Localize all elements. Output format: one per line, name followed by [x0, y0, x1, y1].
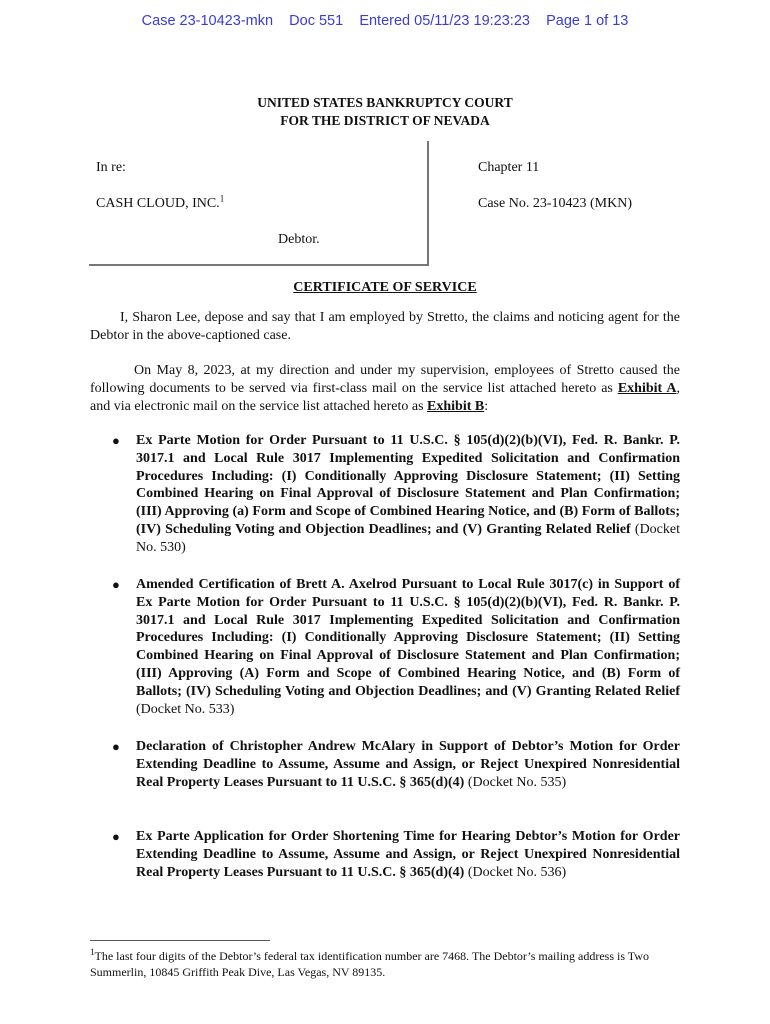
header-page: Page 1 of 13 [546, 13, 629, 29]
docket-number: (Docket No. 533) [136, 701, 235, 717]
caption-debtor-label: Debtor. [278, 232, 320, 247]
footnote-ref: 1 [219, 193, 225, 204]
service-text-2: , and via electronic mail on the service list attached hereto as [90, 381, 680, 414]
paragraph-employment: I, Sharon Lee, depose and say that I am employed by Stretto, the claims and noticing agent for the Debtor in the above-captioned case. [90, 310, 680, 343]
document-title: CERTIFICATE OF SERVICE [293, 280, 477, 295]
paragraph-service [90, 362, 680, 416]
footnote-separator [90, 940, 270, 941]
debtor-name-text: CASH CLOUD, INC. [96, 196, 220, 211]
docket-number: (Docket No. 536) [464, 864, 567, 880]
header-doc: Doc 551 [289, 13, 344, 29]
court-district: FOR THE DISTRICT OF NEVADA [280, 113, 490, 128]
caption-horizontal-rule [89, 264, 429, 266]
header-entered: Entered 05/11/23 19:23:23 [359, 13, 530, 29]
document-description [136, 576, 680, 718]
bullet-icon: ● [112, 739, 120, 754]
exhibit-a-ref: Exhibit A [617, 381, 677, 396]
exhibit-b-ref: Exhibit B [427, 399, 485, 414]
bullet-icon: ● [112, 829, 120, 844]
footnote-marker: 1 [90, 947, 95, 957]
caption-case-number: Case No. 23-10423 (MKN) [478, 196, 632, 211]
caption-debtor-name [96, 193, 225, 212]
document-title-bold: Ex Parte Application for Order Shortening Time for Hearing Debtor’s Motion for Order Extending Deadline to Assume, Assume and Assign, or Reject Unexpired Nonresidential Real Property Leases Pursuant to 11 U.S.C. § 365(d)(4) [136, 829, 680, 880]
bullet-icon: ● [112, 577, 120, 592]
service-text-1: On May 8, 2023, at my direction and under my supervision, employees of Stretto caused the following documents to be served via first-class mail on the service list attached hereto as [90, 363, 680, 396]
header-case: Case 23-10423-mkn [141, 13, 274, 29]
caption-in-re: In re: [96, 160, 126, 175]
bullet-icon: ● [112, 433, 120, 448]
document-title-bold: Amended Certification of Brett A. Axelrod Pursuant to Local Rule 3017(c) in Support of Ex Parte Motion for Order Pursuant to 11 U.S.C. § 105(d)(2)(b)(VI), Fed. R. Bankr. P. 3017.1 and Local Rule 3017 Implementing Expedited Solicitation and Confirmation Procedures Including: (I) Conditionally Approving Disclosure Statement; (II) Setting Combined Hearing on Final Approval of Disclosure Statement and Plan Confirmation; (III) Approving (A) Form and Scope of Combined Hearing Notice, and (B) Form of Ballots; (IV) Scheduling Voting and Objection Deadlines; and (V) Granting Related Relief [136, 577, 680, 699]
service-text-3: : [484, 399, 489, 414]
ecf-header [0, 13, 770, 29]
document-description [136, 828, 680, 881]
document-description [136, 432, 680, 557]
docket-number: (Docket No. 535) [464, 774, 567, 790]
docket-number: (Docket No. 530) [136, 521, 680, 555]
caption-chapter: Chapter 11 [478, 160, 540, 175]
footnote-text: The last four digits of the Debtor’s federal tax identification number are 7468. The Debtor’s mailing address is Two Summerlin, 10845 Griffith Peak Dive, Las Vegas, NV 89135. [90, 949, 649, 979]
caption-vertical-rule [427, 141, 429, 265]
court-name: UNITED STATES BANKRUPTCY COURT [257, 95, 513, 110]
footnote [90, 948, 690, 980]
document-title-bold: Declaration of Christopher Andrew McAlary in Support of Debtor’s Motion for Order Extending Deadline to Assume, Assume and Assign, or Reject Unexpired Nonresidential Real Property Leases Pursuant to 11 U.S.C. § 365(d)(4) [136, 739, 680, 790]
document-title-bold: Ex Parte Motion for Order Pursuant to 11 U.S.C. § 105(d)(2)(b)(VI), Fed. R. Bankr. P. 3017.1 and Local Rule 3017 Implementing Expedited Solicitation and Confirmation Procedures Including: (I) Conditionally Approving Disclosure Statement; (II) Setting Combined Hearing on Final Approval of Disclosure Statement and Plan Confirmation; (III) Approving (a) Form and Scope of Combined Hearing Notice, and (B) Form of Ballots; (IV) Scheduling Voting and Objection Deadlines; and (V) Granting Related Relief [136, 433, 680, 537]
document-description [136, 738, 680, 791]
